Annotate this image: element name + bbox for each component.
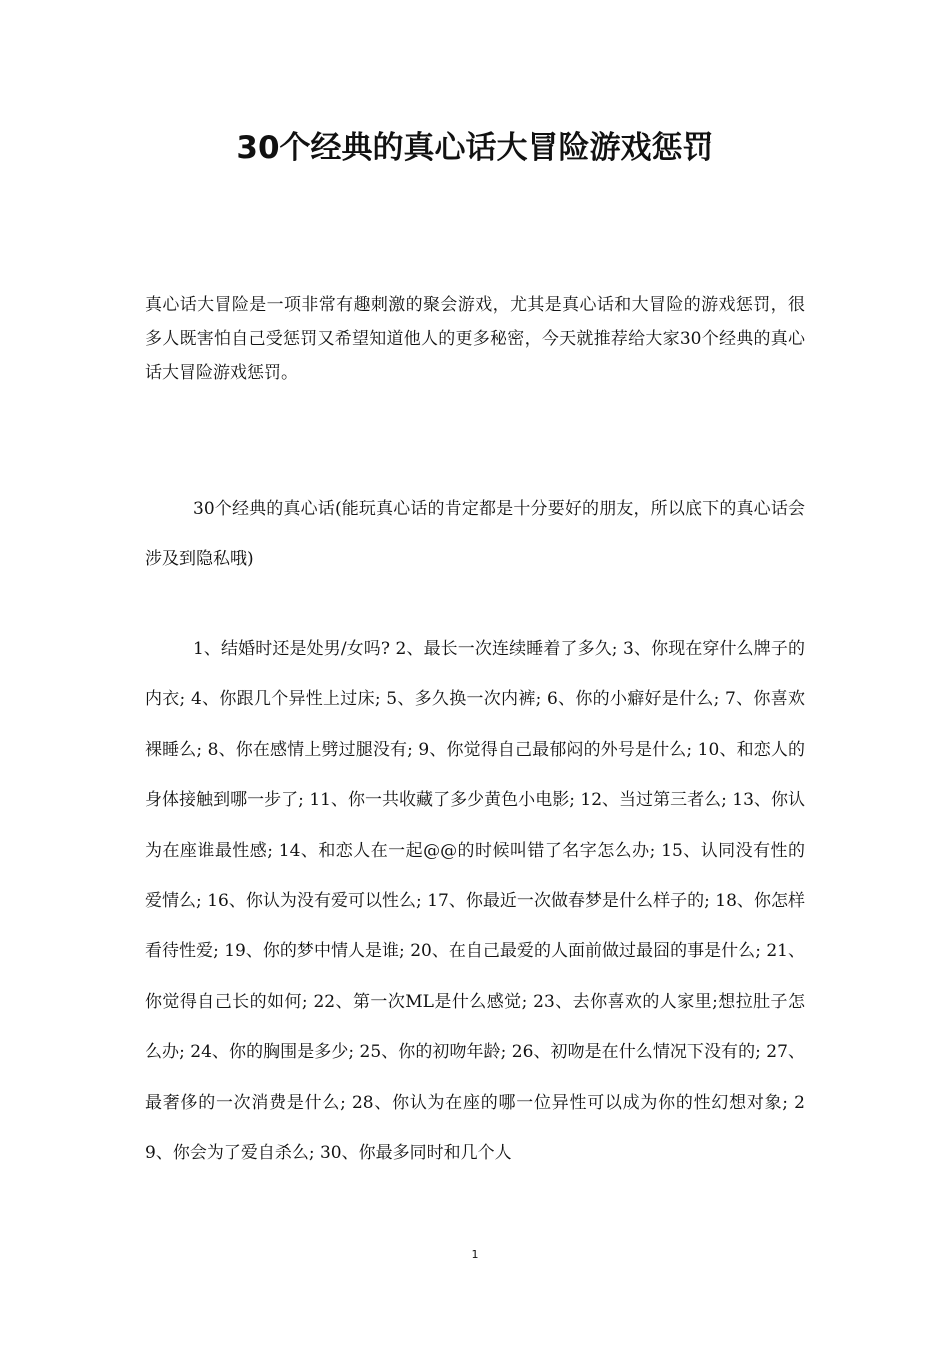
truth-section-heading: 30个经典的真心话(能玩真心话的肯定都是十分要好的朋友，所以底下的真心话会涉及到隐私哦)	[145, 499, 805, 569]
page-number: 1	[471, 1248, 479, 1261]
intro-paragraph: 真心话大冒险是一项非常有趣刺激的聚会游戏，尤其是真心话和大冒险的游戏惩罚，很多人既害怕自己受惩罚又希望知道他人的更多秘密，今天就推荐给大家30个经典的真心话大冒险游戏惩罚。	[145, 295, 805, 383]
document-title: 30个经典的真心话大冒险游戏惩罚	[236, 130, 714, 166]
truth-questions-paragraph: 1、结婚时还是处男/女吗? 2、最长一次连续睡着了多久; 3、你现在穿什么牌子的内衣; 4、你跟几个异性上过床; 5、多久换一次内裤; 6、你的小癖好是什么; 7、你喜欢裸睡么; 8、你在感情上劈过腿没有; 9、你觉得自己最郁闷的外号是什么; 10、和恋人的身体接触到哪一步了; 11、你一共收藏了多少黄色小电影; 12、当过第三者么; 13、你认为在座谁最性感; 14、和恋人在一起@@的时候叫错了名字怎么办; 15、认同没有性的爱情么; 16、你认为没有爱可以性么; 17、你最近一次做春梦是什么样子的; 18、你怎样看待性爱; 19、你的梦中情人是谁; 20、在自己最爱的人面前做过最囧的事是什么; 21、你觉得自己长的如何; 22、第一次ML是什么感觉; 23、去你喜欢的人家里;想拉肚子怎么办; 24、你的胸围是多少; 25、你的初吻年龄; 26、初吻是在什么情况下没有的; 27、最奢侈的一次消费是什么; 28、你认为在座的哪一位异性可以成为你的性幻想对象; 29、你会为了爱自杀么; 30、你最多同时和几个人	[145, 639, 805, 1164]
